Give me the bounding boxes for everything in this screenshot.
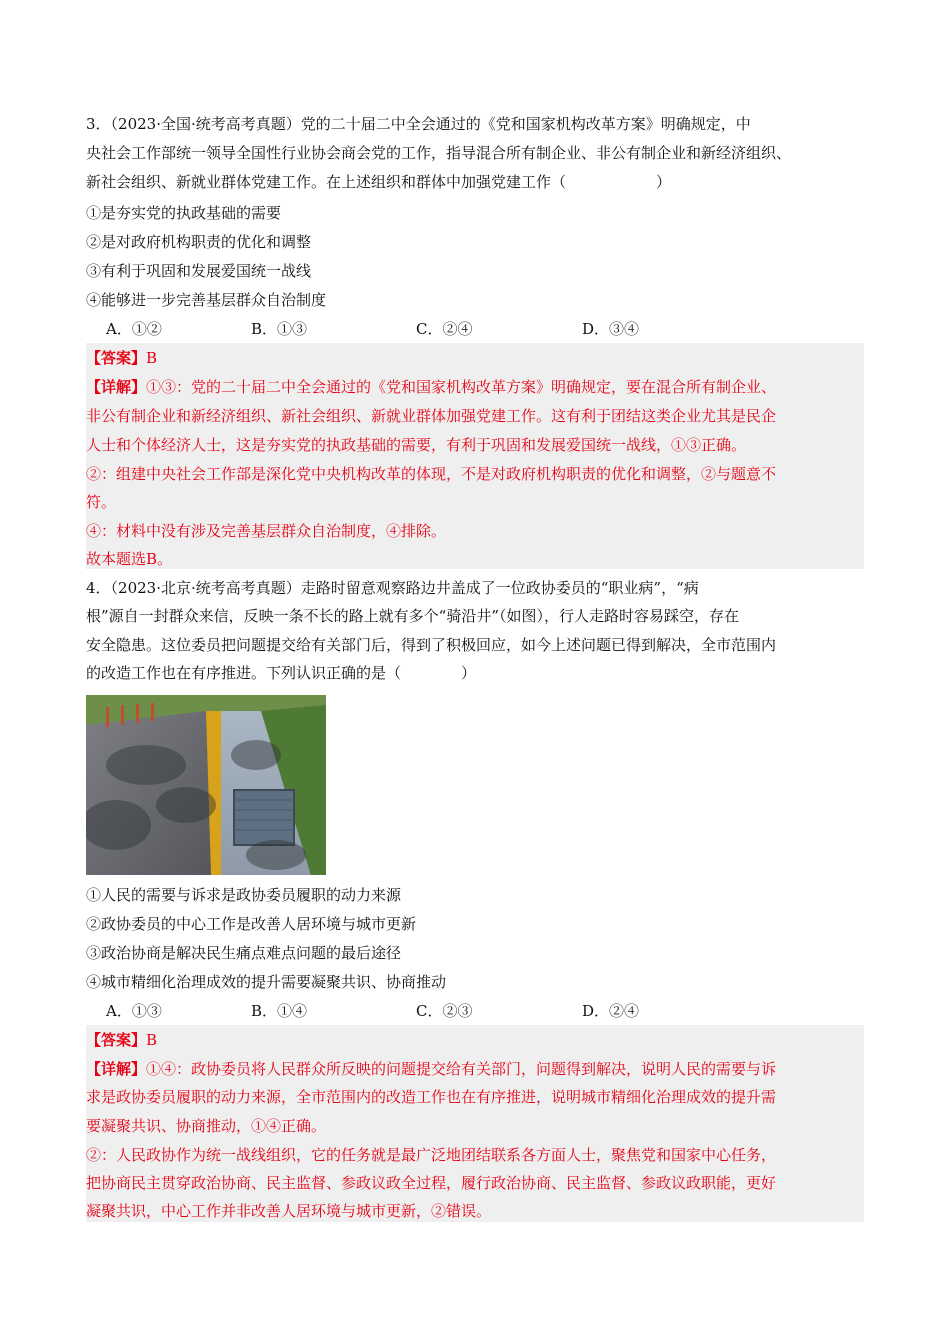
q4-detail-text-1: ①④：政协委员将人民群众所反映的问题提交给有关部门，问题得到解决，说明人民的需要与诉 xyxy=(146,1060,777,1078)
q3-detail-line-5: 符。 xyxy=(86,493,117,511)
sidewalk-manhole-photo xyxy=(86,695,326,875)
q4-detail-label: 【详解】 xyxy=(86,1060,147,1078)
q3-option-a: A．①② xyxy=(106,320,162,338)
q3-stem-line-3: 新社会组织、新就业群体党建工作。在上述组织和群体中加强党建工作（ ） xyxy=(86,173,672,191)
q4-detail-line-4: ②：人民政协作为统一战线组织，它的任务就是最广泛地团结联系各方面人士，聚焦党和国家中心任务， xyxy=(86,1146,777,1164)
q4-answer-label: 【答案】 xyxy=(86,1031,147,1049)
q4-option-b: B．①④ xyxy=(251,1002,308,1020)
q3-detail-text-1: ①③：党的二十届二中全会通过的《党和国家机构改革方案》明确规定，要在混合所有制企业、 xyxy=(146,378,777,396)
q4-detail-line-6: 凝聚共识，中心工作并非改善人居环境与城市更新，②错误。 xyxy=(86,1202,492,1220)
q4-stem-line-3: 安全隐患。这位委员把问题提交给有关部门后，得到了积极回应，如今上述问题已得到解决，全市范围内 xyxy=(86,636,777,654)
q4-option-d: D．②④ xyxy=(582,1002,640,1020)
q4-answer-value: B xyxy=(146,1031,158,1049)
q3-answer-value: B xyxy=(146,349,158,367)
q4-stem-line-4: 的改造工作也在有序推进。下列认识正确的是（ ） xyxy=(86,664,477,682)
q3-stem-line-1: 3．（2023·全国·统考高考真题）党的二十届二中全会通过的《党和国家机构改革方案》明确规定，中 xyxy=(86,115,751,133)
q3-option-b: B．①③ xyxy=(251,320,308,338)
q4-item-3: ③政治协商是解决民生痛点难点问题的最后途径 xyxy=(86,944,402,962)
q3-detail-line-1 xyxy=(86,377,866,397)
q3-answer xyxy=(86,348,866,368)
q4-stem-line-1: 4．（2023·北京·统考高考真题）走路时留意观察路边井盖成了一位政协委员的“职业病”，“病 xyxy=(86,579,699,597)
q4-detail-line-5: 把协商民主贯穿政治协商、民主监督、参政议政全过程，履行政治协商、民主监督、参政议政职能，更好 xyxy=(86,1174,777,1192)
q4-option-c: C．②③ xyxy=(416,1002,473,1020)
q3-answer-label: 【答案】 xyxy=(86,349,147,367)
q3-item-2: ②是对政府机构职责的优化和调整 xyxy=(86,233,312,251)
q3-detail-line-2: 非公有制企业和新经济组织、新社会组织、新就业群体加强党建工作。这有利于团结这类企业尤其是民企 xyxy=(86,407,777,425)
q3-item-4: ④能够进一步完善基层群众自治制度 xyxy=(86,291,327,309)
q4-stem-line-2: 根”源自一封群众来信，反映一条不长的路上就有多个“骑沿井”（如图），行人走路时容易踩空，存在 xyxy=(86,607,740,625)
q3-detail-line-4: ②：组建中央社会工作部是深化党中央机构改革的体现，不是对政府机构职责的优化和调整，②与题意不 xyxy=(86,465,777,483)
q4-detail-line-1 xyxy=(86,1059,866,1079)
q4-option-a: A．①③ xyxy=(106,1002,162,1020)
q3-option-d: D．③④ xyxy=(582,320,640,338)
q4-detail-line-2: 求是政协委员履职的动力来源，全市范围内的改造工作也在有序推进，说明城市精细化治理成效的提升需 xyxy=(86,1088,777,1106)
q4-answer xyxy=(86,1030,866,1050)
q3-detail-line-3: 人士和个体经济人士，这是夯实党的执政基础的需要，有利于巩固和发展爱国统一战线，①③正确。 xyxy=(86,436,747,454)
q3-detail-line-6: ④：材料中没有涉及完善基层群众自治制度，④排除。 xyxy=(86,522,447,540)
q4-item-1: ①人民的需要与诉求是政协委员履职的动力来源 xyxy=(86,886,402,904)
q4-detail-line-3: 要凝聚共识、协商推动，①④正确。 xyxy=(86,1117,327,1135)
q3-item-3: ③有利于巩固和发展爱国统一战线 xyxy=(86,262,312,280)
q4-item-2: ②政协委员的中心工作是改善人居环境与城市更新 xyxy=(86,915,417,933)
q3-detail-label: 【详解】 xyxy=(86,378,147,396)
q3-item-1: ①是夯实党的执政基础的需要 xyxy=(86,204,282,222)
q3-detail-line-7: 故本题选B。 xyxy=(86,550,173,568)
q3-option-c: C．②④ xyxy=(416,320,473,338)
q4-item-4: ④城市精细化治理成效的提升需要凝聚共识、协商推动 xyxy=(86,973,447,991)
q3-stem-line-2: 央社会工作部统一领导全国性行业协会商会党的工作，指导混合所有制企业、非公有制企业和新经济组织、 xyxy=(86,144,792,162)
